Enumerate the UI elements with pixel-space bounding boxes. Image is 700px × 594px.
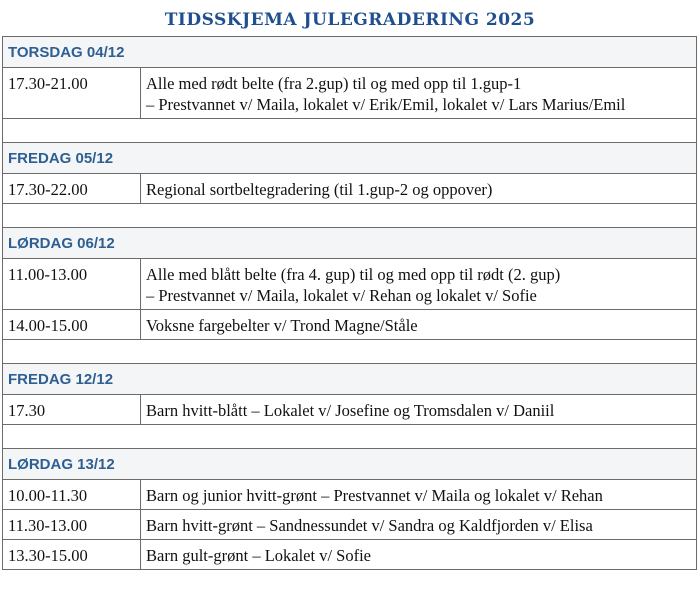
description-line: Barn og junior hvitt-grønt – Prestvannet v/ Maila og lokalet v/ Rehan (146, 486, 603, 505)
session-time: 11.00-13.00 (3, 259, 141, 310)
session-time: 11.30-13.00 (3, 510, 141, 540)
schedule-table (2, 36, 697, 570)
session-row (3, 174, 697, 204)
session-description (141, 259, 697, 310)
session-time: 17.30-22.00 (3, 174, 141, 204)
day-header-row (3, 228, 697, 259)
session-description (141, 310, 697, 340)
description-line: – Prestvannet v/ Maila, lokalet v/ Erik/Emil, lokalet v/ Lars Marius/Emil (146, 95, 626, 114)
spacer-cell (3, 425, 697, 449)
day-heading: FREDAG 05/12 (3, 143, 697, 174)
spacer-cell (3, 119, 697, 143)
session-row (3, 68, 697, 119)
session-description (141, 68, 697, 119)
description-line: – Prestvannet v/ Maila, lokalet v/ Rehan og lokalet v/ Sofie (146, 286, 537, 305)
session-description (141, 174, 697, 204)
day-heading: FREDAG 12/12 (3, 364, 697, 395)
day-header-row (3, 364, 697, 395)
spacer-row (3, 204, 697, 228)
spacer-row (3, 119, 697, 143)
description-line: Voksne fargebelter v/ Trond Magne/Ståle (146, 316, 418, 335)
description-line: Regional sortbeltegradering (til 1.gup-2 og oppover) (146, 180, 493, 199)
day-header-row (3, 37, 697, 68)
session-time: 13.30-15.00 (3, 540, 141, 570)
session-time: 17.30-21.00 (3, 68, 141, 119)
session-time: 17.30 (3, 395, 141, 425)
spacer-cell (3, 204, 697, 228)
document-title: TIDSSKJEMA JULEGRADERING 2025 (164, 10, 536, 30)
spacer-row (3, 340, 697, 364)
spacer-cell (3, 340, 697, 364)
session-description (141, 510, 697, 540)
session-row (3, 540, 697, 570)
session-time: 10.00-11.30 (3, 480, 141, 510)
session-row (3, 510, 697, 540)
day-header-row (3, 143, 697, 174)
session-row (3, 259, 697, 310)
session-row (3, 395, 697, 425)
day-heading: LØRDAG 13/12 (3, 449, 697, 480)
session-description (141, 540, 697, 570)
session-description (141, 395, 697, 425)
description-line: Alle med blått belte (fra 4. gup) til og med opp til rødt (2. gup) (146, 265, 561, 284)
session-description (141, 480, 697, 510)
session-time: 14.00-15.00 (3, 310, 141, 340)
schedule-body (3, 37, 697, 570)
description-line: Barn hvitt-blått – Lokalet v/ Josefine og Tromsdalen v/ Daniil (146, 401, 555, 420)
session-row (3, 480, 697, 510)
description-line: Barn hvitt-grønt – Sandnessundet v/ Sandra og Kaldfjorden v/ Elisa (146, 516, 593, 535)
description-line: Alle med rødt belte (fra 2.gup) til og med opp til 1.gup-1 (146, 74, 522, 93)
description-line: Barn gult-grønt – Lokalet v/ Sofie (146, 546, 371, 565)
day-heading: TORSDAG 04/12 (3, 37, 697, 68)
spacer-row (3, 425, 697, 449)
session-row (3, 310, 697, 340)
day-heading: LØRDAG 06/12 (3, 228, 697, 259)
day-header-row (3, 449, 697, 480)
